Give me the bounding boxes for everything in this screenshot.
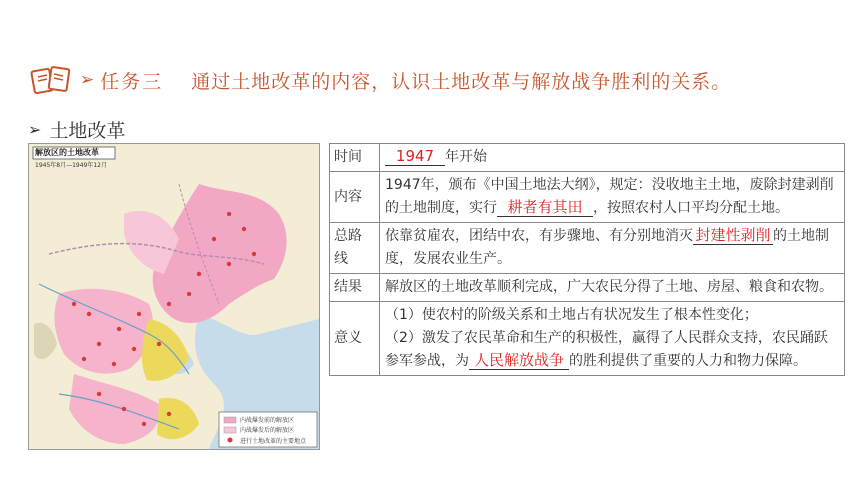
map-dates: 1945年8月—1949年12月 (35, 162, 107, 169)
section-title-text: 土地改革 (49, 120, 126, 142)
table-row (330, 144, 845, 172)
land-reform-table (329, 143, 845, 376)
row-content: 解放区的土地改革顺利完成，广大农民分得了土地、房屋、粮食和农物。 (380, 274, 845, 302)
row-header: 内容 (330, 172, 380, 223)
map-graphic (29, 144, 319, 449)
answer-blank: 1947 (385, 147, 445, 166)
table-row (330, 302, 845, 376)
row-content (380, 223, 845, 274)
table-row (330, 223, 845, 274)
map-legend-3: 进行土地改革的主要地点 (240, 438, 307, 445)
row-text: 的胜利提供了重要的人力和物力保障。 (569, 353, 807, 369)
row-text: ，按照农村人口平均分配土地。 (593, 200, 789, 216)
row-text: 1947年，颁布《中国土地法大纲》，规定：没收地主土地，废除封建剥削的土地制度，实行 (385, 177, 834, 216)
book-icon (30, 64, 74, 96)
row-text: （2）激发了农民革命和生产的积极性，赢得了人民群众支持，农民踊跃参军参战，为 (385, 330, 828, 369)
significance-line (385, 327, 839, 373)
task-header (30, 64, 731, 96)
answer-blank: 封建性剥削 (693, 226, 773, 245)
map-title: 解放区的土地改革 (35, 148, 99, 157)
row-text: 依靠贫雇农，团结中农，有步骤地、有分别地消灭 (385, 228, 693, 244)
table-row (330, 274, 845, 302)
row-content (380, 172, 845, 223)
task-label: 任务三 (100, 70, 164, 93)
answer-blank: 耕者有其田 (497, 198, 593, 217)
row-header: 结果 (330, 274, 380, 302)
task-text: 通过土地改革的内容，认识土地改革与解放战争胜利的关系。 (191, 70, 732, 93)
arrow-icon: ➢ (28, 120, 42, 139)
row-content (380, 302, 845, 376)
section-title (28, 116, 125, 143)
row-header: 意义 (330, 302, 380, 376)
row-content (380, 144, 845, 172)
map-legend-1: 内战爆发前的解放区 (240, 417, 295, 424)
land-reform-map (28, 143, 320, 450)
table-row (330, 172, 845, 223)
significance-line: （1）使农村的阶级关系和土地占有状况发生了根本性变化； (385, 307, 758, 323)
answer-blank: 人民解放战争 (469, 351, 569, 370)
row-header: 总路线 (330, 223, 380, 274)
map-legend-2: 内战爆发后的解放区 (240, 427, 295, 434)
row-text: 年开始 (445, 149, 487, 165)
row-text: 的土地制度，发展农业生产。 (385, 228, 829, 267)
arrow-icon: ➢ (80, 70, 95, 90)
row-header: 时间 (330, 144, 380, 172)
